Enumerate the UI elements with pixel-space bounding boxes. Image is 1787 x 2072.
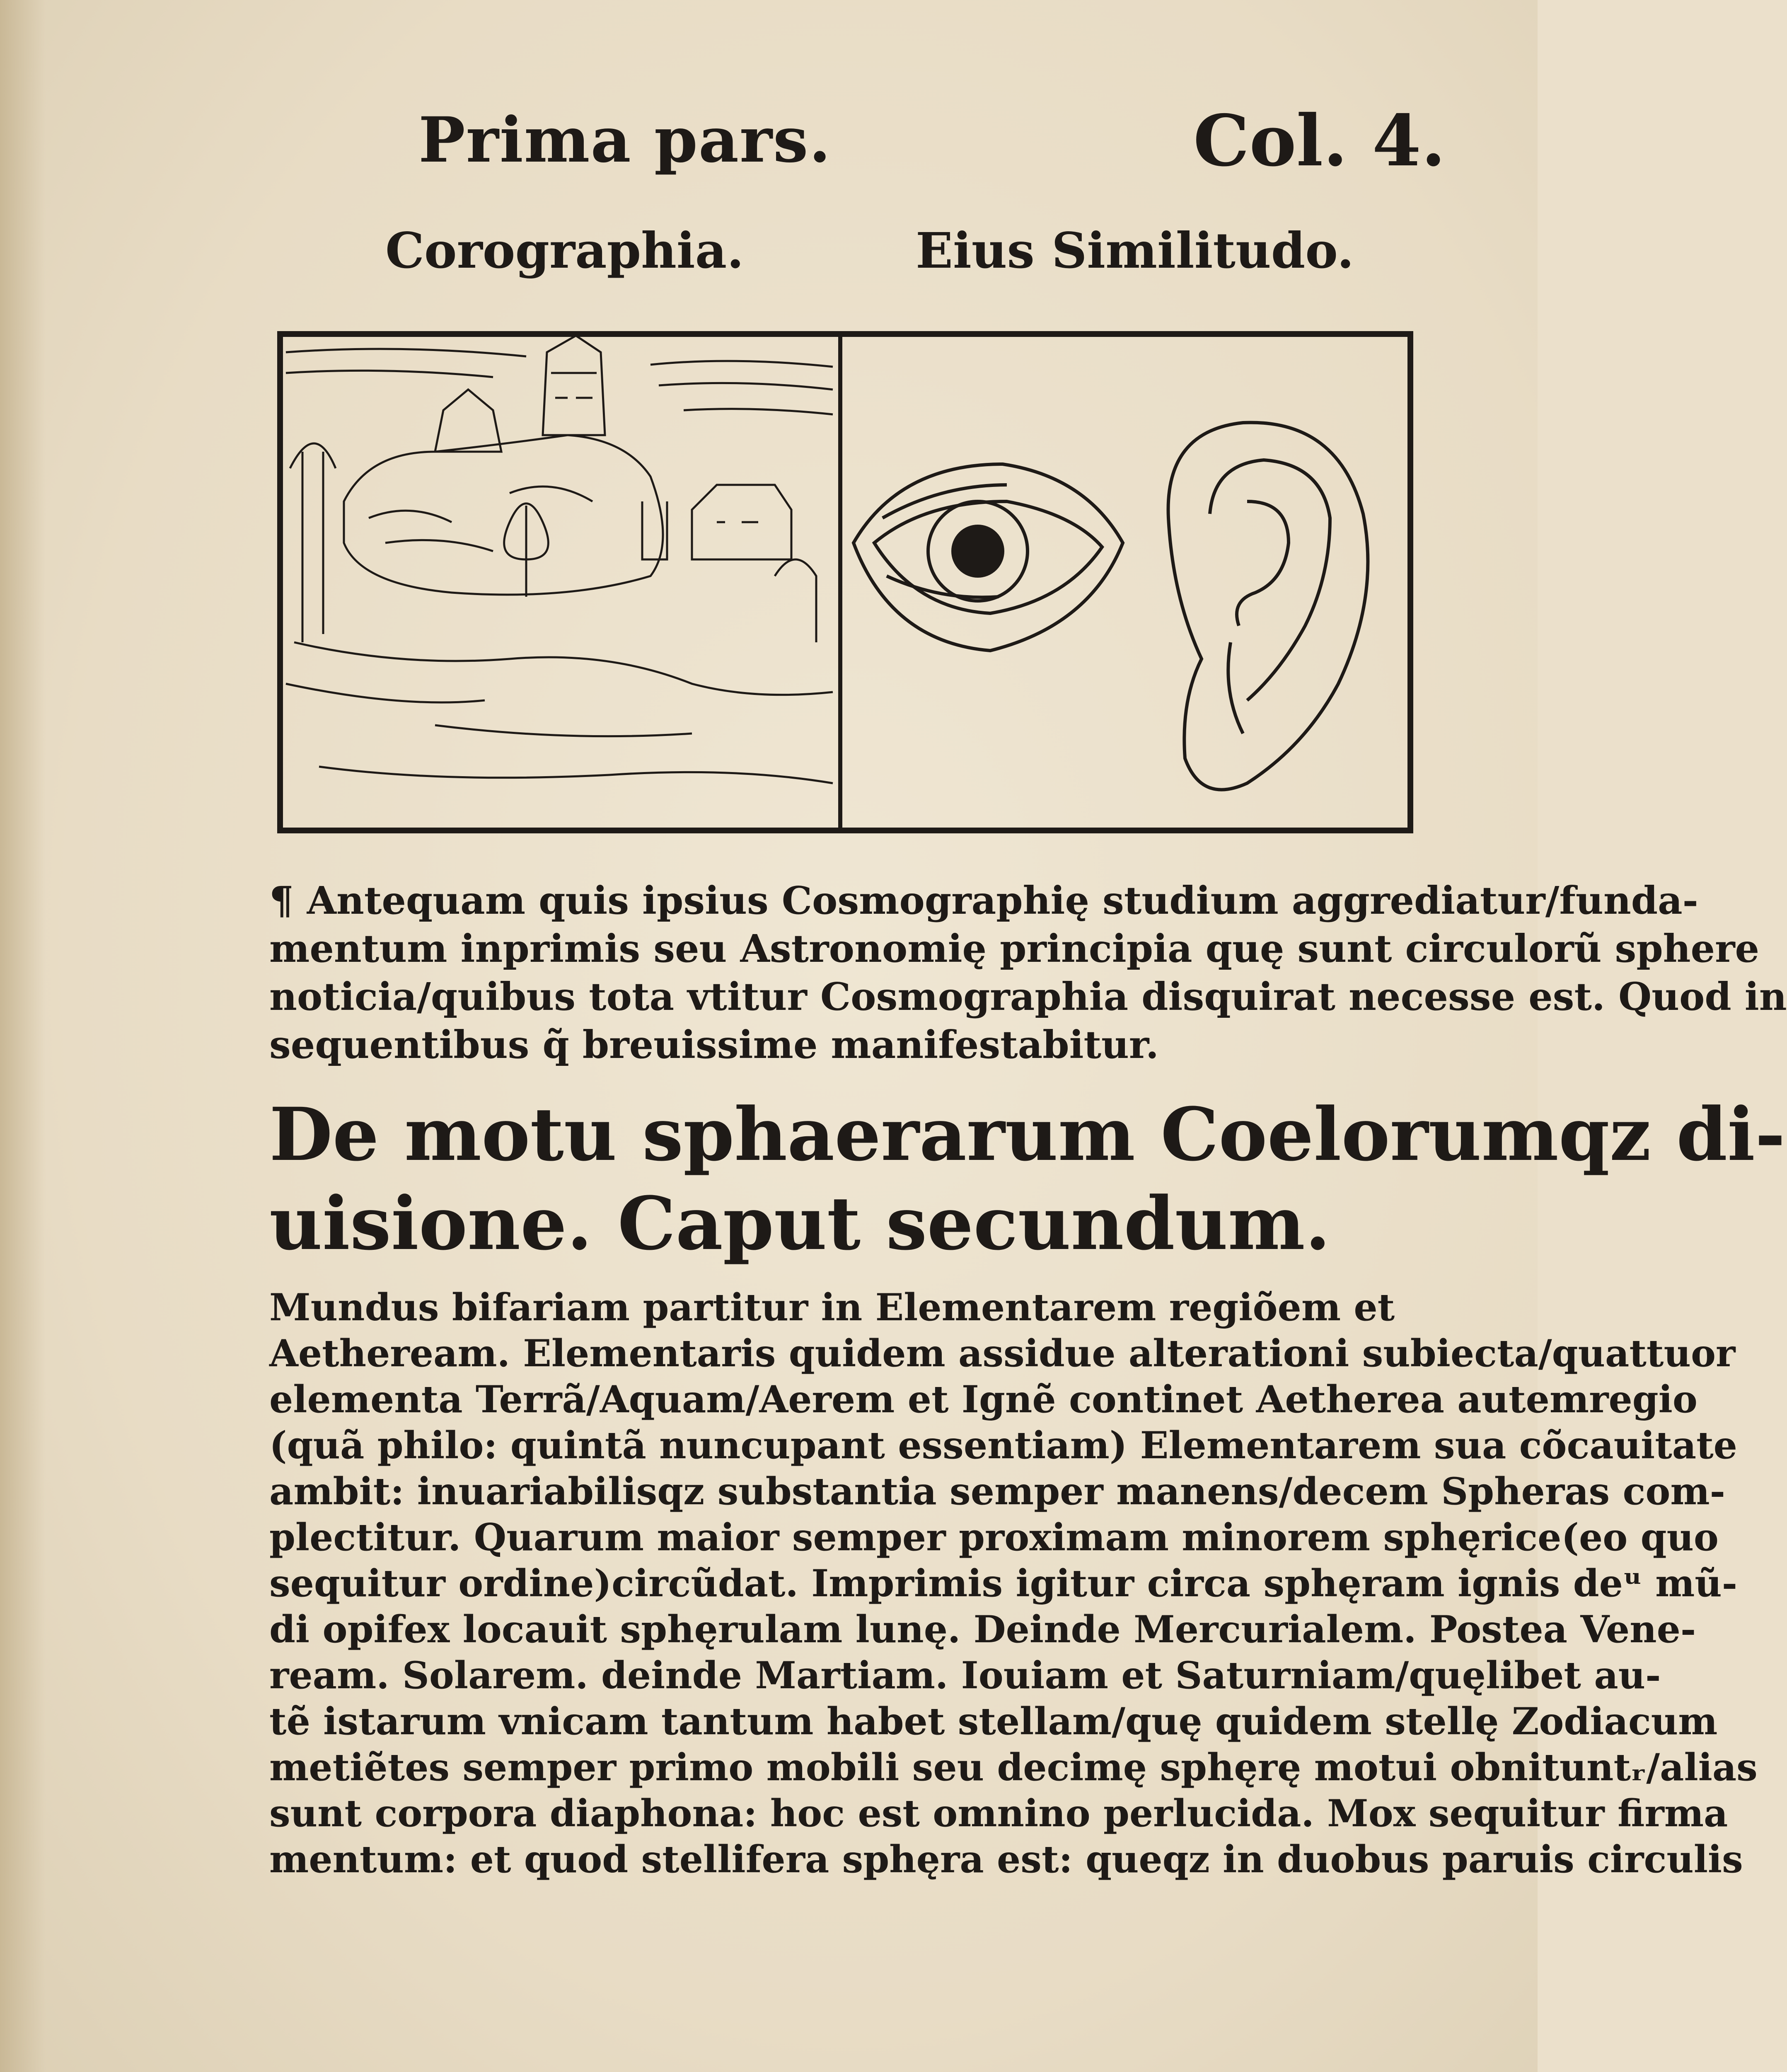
text-line: mentum inprimis seu Astronomię principia quę sunt circulorũ sphere — [269, 926, 1760, 971]
chapter-body — [269, 1285, 1758, 1883]
text-line: sunt corpora diaphona: hoc est omnino perlucida. Mox sequitur firma — [269, 1791, 1728, 1835]
heading-line: De motu sphaerarum Coelorumqz di- — [269, 1092, 1785, 1177]
column-number: Col. 4. — [1193, 99, 1446, 182]
text-line: metiẽtes semper primo mobili seu decimę sphęrę motui obnituntᵣ/alias — [269, 1745, 1758, 1789]
woodcut-caption-left: Corographia. — [385, 222, 744, 279]
text-line: ream. Solarem. deinde Martiam. Iouiam et Saturniam/quęlibet au- — [269, 1653, 1661, 1697]
woodcut-caption-right: Eius Similitudo. — [916, 222, 1354, 279]
landscape-woodcut — [286, 336, 833, 783]
text-line: mentum: et quod stellifera sphęra est: queqz in duobus paruis circulis — [269, 1837, 1743, 1881]
text-line: ambit: inuariabilisqz substantia semper manens/decem Spheras com- — [269, 1469, 1725, 1513]
text-line-first: Mundus bifariam partitur in Elementarem regiõem et — [269, 1285, 1395, 1329]
running-header-part: Prima pars. — [418, 104, 832, 177]
woodcut-illustration — [278, 327, 1413, 833]
text-line: di opifex locauit sphęrulam lunę. Deinde Mercurialem. Postea Vene- — [269, 1607, 1696, 1651]
intro-paragraph — [269, 876, 1787, 1069]
text-line: Aetheream. Elementaris quidem assidue alterationi subiecta/quattuor — [269, 1331, 1736, 1375]
text-line: ¶ Antequam quis ipsius Cosmographię studium aggrediatur/funda- — [269, 878, 1698, 923]
text-line: sequitur ordine)circũdat. Imprimis igitur circa sphęram ignis deᵘ mũ- — [269, 1561, 1738, 1605]
text-line: tẽ istarum vnicam tantum habet stellam/quę quidem stellę Zodiacum — [269, 1699, 1718, 1743]
text-line: (quã philo: quintã nuncupant essentiam) Elementarem sua cõcauitate — [269, 1423, 1737, 1467]
chapter-heading — [269, 1090, 1785, 1268]
eye-woodcut — [854, 464, 1123, 651]
text-line: sequentibus q̃ breuissime manifestabitur. — [269, 1022, 1159, 1067]
heading-line: uisione. Caput secundum. — [269, 1181, 1331, 1266]
text-line: noticia/quibus tota vtitur Cosmographia disquirat necesse est. Quod in — [269, 974, 1787, 1019]
text-line: plectitur. Quarum maior semper proximam minorem sphęrice(eo quo — [269, 1515, 1719, 1559]
page-gutter-shadow — [0, 0, 46, 2072]
ear-woodcut — [1168, 423, 1368, 790]
text-line: elementa Terrã/Aquam/Aerem et Ignẽ continet Aetherea autemregio — [269, 1377, 1698, 1421]
